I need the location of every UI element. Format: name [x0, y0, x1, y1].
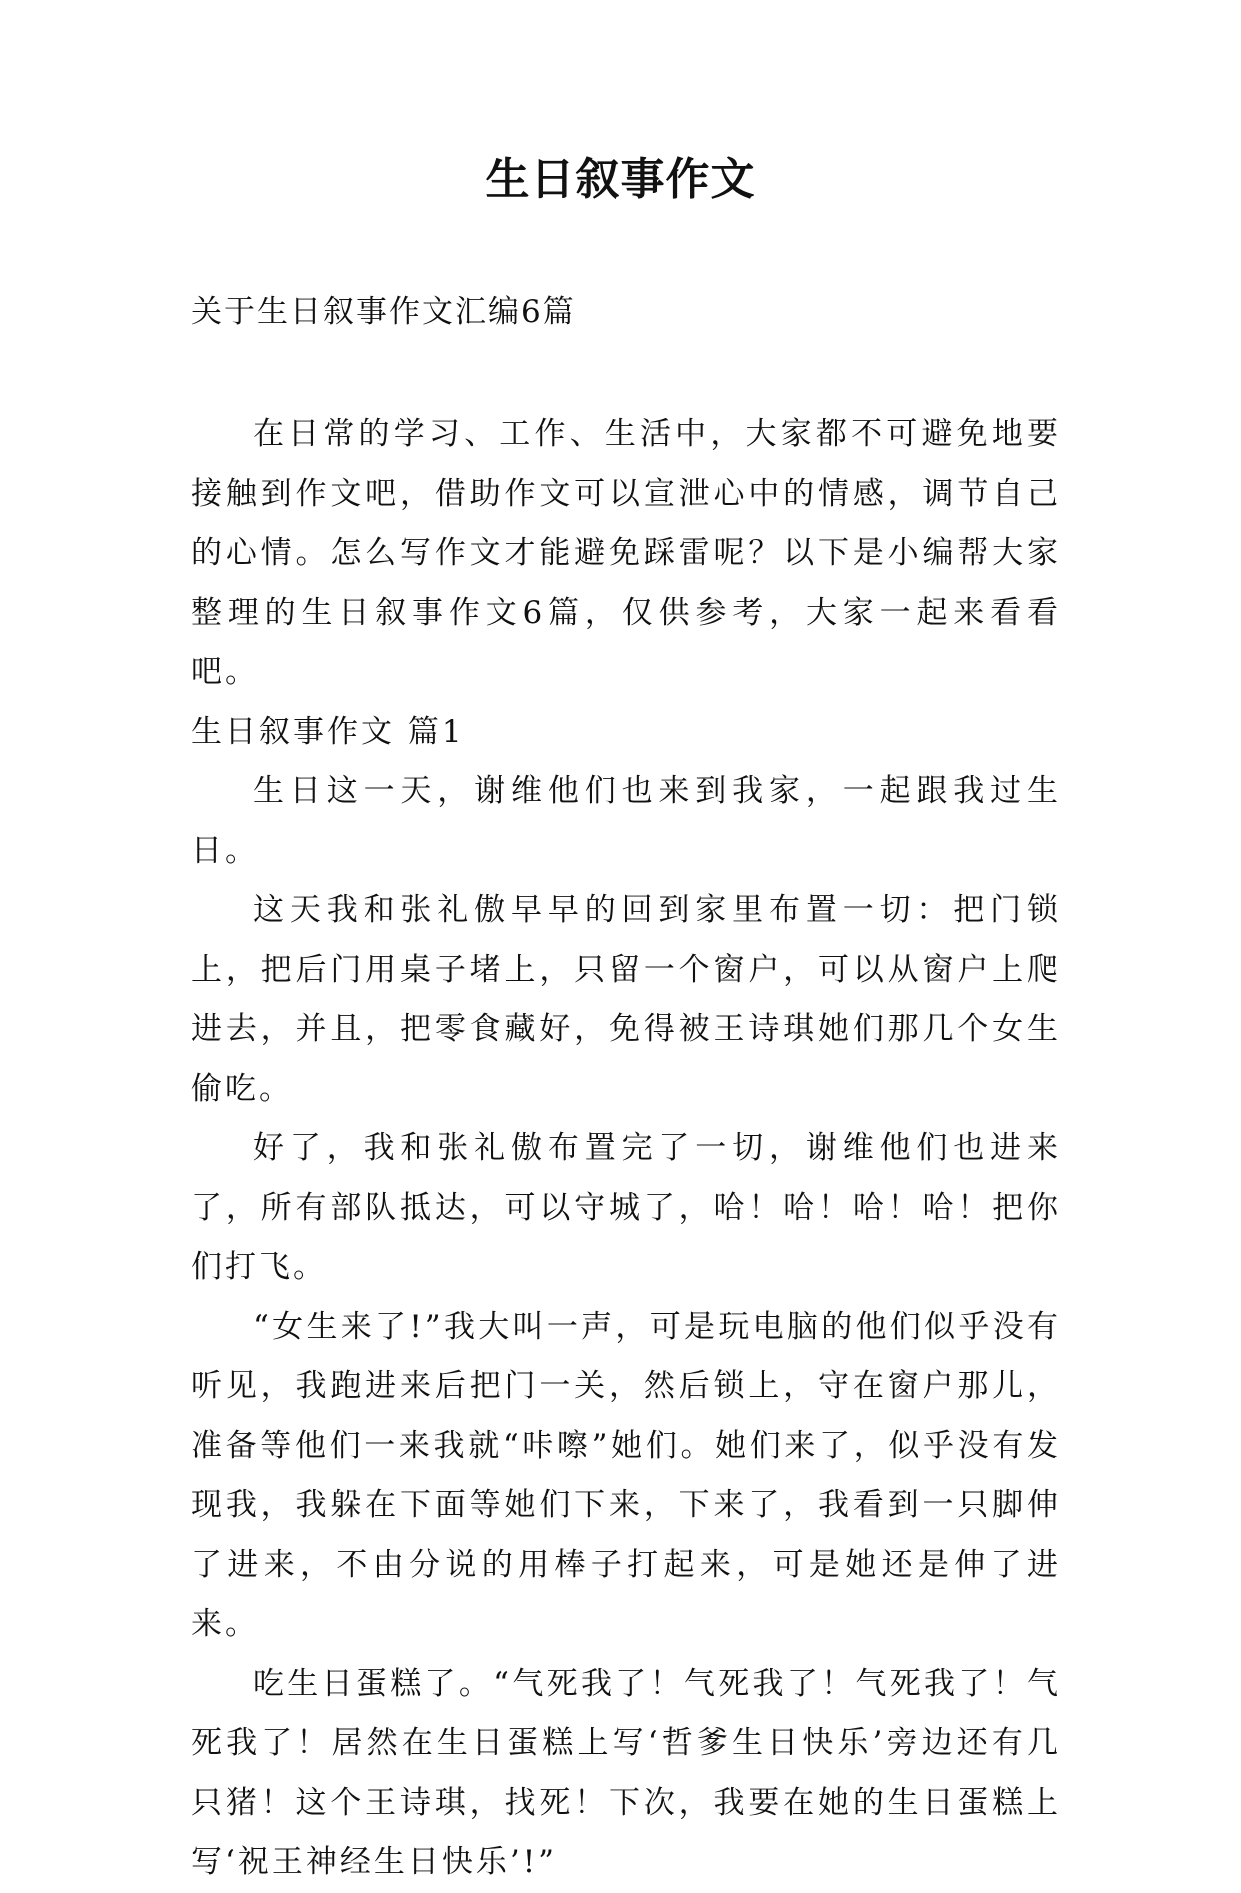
document-subtitle: 关于生日叙事作文汇编6篇	[191, 294, 576, 330]
body-paragraph-3: 好了，我和张礼傲布置完了一切，谢维他们也进来了，所有部队抵达，可以守城了，哈！哈！哈！哈！把你们打飞。	[191, 1130, 1061, 1285]
document-body	[191, 405, 1061, 1893]
document-title: 生日叙事作文	[485, 154, 756, 205]
body-paragraph-4: “女生来了!”我大叫一声，可是玩电脑的他们似乎没有听见，我跑进来后把门一关，然后锁上，守在窗户那儿，准备等他们一来我就“咔嚓”她们。她们来了，似乎没有发现我，我躲在下面等她们下来，下来了，我看到一只脚伸了进来，不由分说的用棒子打起来，可是她还是伸了进来。	[191, 1308, 1061, 1642]
section-heading: 生日叙事作文 篇1	[191, 713, 465, 750]
body-paragraph-2: 这天我和张礼傲早早的回到家里布置一切：把门锁上，把后门用桌子堵上，只留一个窗户，可以从窗户上爬进去，并且，把零食藏好，免得被王诗琪她们那几个女生偷吃。	[191, 892, 1061, 1107]
body-paragraph-5: 吃生日蛋糕了。“气死我了！气死我了！气死我了！气死我了！居然在生日蛋糕上写‘哲爹生日快乐’旁边还有几只猪！这个王诗琪，找死！下次，我要在她的生日蛋糕上写‘祝王神经生日快乐’!”	[191, 1665, 1061, 1880]
intro-paragraph: 在日常的学习、工作、生活中，大家都不可避免地要接触到作文吧，借助作文可以宣泄心中的情感，调节自己的心情。怎么写作文才能避免踩雷呢？以下是小编帮大家整理的生日叙事作文6篇，仅供参考，大家一起来看看吧。	[191, 416, 1061, 690]
body-paragraph-1: 生日这一天，谢维他们也来到我家，一起跟我过生日。	[191, 773, 1061, 869]
